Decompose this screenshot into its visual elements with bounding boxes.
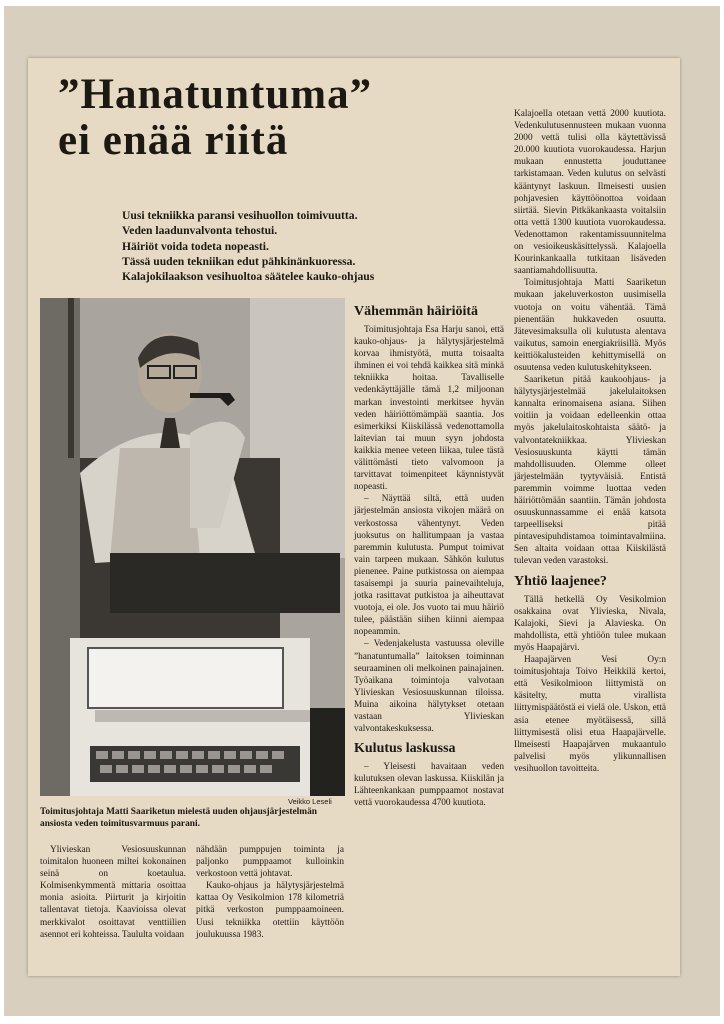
lead-line: Veden laadunvalvonta tehostui. [122, 224, 278, 238]
paragraph: – Näyttää siltä, että uuden järjestelmän ansiosta vikojen määrä on verkostossa vähentynyt. Veden juoksutus on hallitumpaan ja vastaa paremmin kulutusta. Pumput toimivat vain tarpeen mukaan. Sähkön kulutus pienenee. Paine putkistossa on aiempaa tasaisempi ja suuria painevaihteluja, jotka rasittavat putkistoa ja aiheuttavat vuotoja, ei ole. Jos vuoto tai muu häiriö tulee, päästään siihen kiinni aiempaa nopeammin. [354, 494, 504, 638]
headline-line-2: ei enää riitä [58, 117, 289, 164]
lead-line: Häiriöt voida todeta nopeasti. [122, 239, 269, 253]
headline-line-1: ”Hanatuntuma” [58, 71, 373, 118]
paragraph: Toimitusjohtaja Esa Harju sanoi, että kauko-ohjaus- ja hälytysjärjestelmä korvaa ihmistyötä, mutta toisaalta ihminen ei voi tehdä kaikkea sitä minkä tekniikka hoitaa. Tavalliselle vedenkäyttäjälle tämä 1,2 miljoonan markan investointi merkitsee hyvän veden häiriöttömämpää saantia. Jos esimerkiksi Kiiskilässä vedenottamolla laitevian tai muun syyn johdosta kaikkia menee veteen liikaa, tulee tästä välittömästi tieto valvomoon ja tarvittavat toimenpiteet käynnistyvät nopeasti. [354, 325, 504, 493]
paragraph: nähdään pumppujen toiminta ja paljonko pumppaamot kulloinkin verkostoon vettä johtavat. [196, 845, 344, 880]
photo-credit: Veikko Leseli [288, 797, 332, 806]
photo-caption: Toimitusjohtaja Matti Saariketun mielestä uuden ohjausjärjestelmän ansiosta veden toimitusvarmuus parani. [40, 807, 317, 829]
lead-paragraph [122, 208, 442, 284]
paragraph: Toimitusjohtaja Matti Saariketun mukaan jakeluverkoston uusimisella vuotoja on voitu vähentää. Tämä pienentään hukkaveden osuutta. Jätevesimaksulla oli kulutusta alentava vaikutus, samoin energiakriisillä. Myös keittiökalusteiden kehittymisellä on osuutensa veden kulutuskehitykseen. [514, 278, 666, 373]
paragraph: – Yleisesti havaitaan veden kulutuksen olevan laskussa. Kiiskilän ja Lähteenkankaan pumppaamot nostavat vettä vuorokaudessa 4700 kuutiota. [354, 762, 504, 809]
paragraph: Saariketun pitää kaukoohjaus- ja hälytysjärjestelmää jakelulaitoksen kannalta erinomaisena asiana. Siihen voitiin ja voidaan edelleenkin ottaa myös jakelulaitoskohtaista säätö- ja valvontatekniikkaa. Ylivieskan Vesiosuuskunta käytti tämän mahdollisuuden. Olemme olleet järjestelmään tyytyväisiä. Entistä paremmin voimme luottaa veden häiriöttömään saantiin. Tämän johdosta osuuskunnassamme ei enää katsota tarpeelliseksi pitää pintavesipuhdistamoa toimintavalmiina. Sen altaita voidaan ottaa Kiiskilästä tulevan veden varastoksi. [514, 375, 666, 567]
subheading-kulutus-laskussa: Kulutus laskussa [354, 741, 456, 757]
subheading-yhtio-laajenee: Yhtiö laajenee? [514, 573, 607, 589]
headline [58, 72, 488, 164]
paragraph: – Vedenjakelusta vastuussa oleville ”hanatuntumalla” laitoksen toiminnan seuraaminen oli melkoinen painajainen. Työaikana toimintoja valvotaan Ylivieskan Vesiosuuskunnan tiloissa. Muina aikoina hälytykset otetaan vastaan Ylivieskan valvontakeskuksessa. [354, 639, 504, 735]
lead-line: Uusi tekniikka paransi vesihuollon toimivuutta. [122, 209, 358, 222]
column-2 [196, 844, 344, 941]
photo-illustration [40, 298, 345, 796]
lead-line: Tässä uuden tekniikan edut pähkinänkuoressa. [122, 254, 356, 268]
paragraph: Haapajärven Vesi Oy:n toimitusjohtaja Toivo Heikkilä kertoi, että Vesikolmioon liittymistä on käsitelty, mutta virallista liittymispäätöstä ei vielä ole. Uskon, että asia etenee myötäisessä, sillä liittymisestä olisi etua Haapajärvelle. Ilmeisesti Haapajärven mukaantulo palvelisi myös ylikunnallisen vesihuollon tavoitteita. [514, 655, 666, 774]
paragraph: Kauko-ohjaus ja hälytysjärjestelmä kattaa Oy Vesikolmion 178 kilometriä pitkä verkoston pumppaamoineen. Uusi tekniikka otettiin käyttöön joulukuussa 1983. [196, 881, 344, 940]
article-photo [40, 298, 345, 796]
paragraph: Ylivieskan Vesiosuuskunnan toimitalon huoneen miltei kokonainen seinä on koetaulua. Kolmisenkymmentä mittaria osoittaa monia asioita. Piirturit ja kirjoitin tallentavat tietoja. Kaavioissa olevat merkkivalot osoittavat venttiilien asennot eri kohteissa. Taululta voidaan [40, 845, 186, 940]
column-1 [40, 844, 186, 941]
paragraph: Kalajoella otetaan vettä 2000 kuutiota. Vedenkulutusennusteen mukaan vuonna 2000 vettä tulisi olla käytettävissä 20.000 kuutiota vuorokaudessa. Harjun mukaan ennustetta jouduttanee tarkistamaan. Veden kulutus on selvästi kääntynyt laskuun. Ilmeisesti uusien pohjavesien käyttöönottoa voidaan siirtää. Sievin Pitkäkankaasta voitalsiin otta vettä 1300 kuutiota vuorokaudessa. Vedenottamon rakentamissuunnitelma on vesioikeuskäsittelyssä. Kalajoella Kourinkankaalla tutkitaan lisäveden saantiamahdollisuutta. [514, 109, 666, 277]
column-3 [354, 298, 504, 810]
subheading-vahemman-hairioita: Vähemmän häiriöitä [354, 304, 479, 319]
lead-line: Kalajokilaakson vesihuoltoa säätelee kauko-ohjaus [122, 270, 375, 284]
paragraph: Tällä hetkellä Oy Vesikolmion osakkaina ovat Ylivieska, Nivala, Kalajoki, Sievi ja Alavieska. On mahdollista, että yhtiöön tulee mukaan myös Haapajärvi. [514, 594, 666, 653]
newspaper-clipping [28, 58, 680, 976]
column-4 [514, 108, 666, 775]
